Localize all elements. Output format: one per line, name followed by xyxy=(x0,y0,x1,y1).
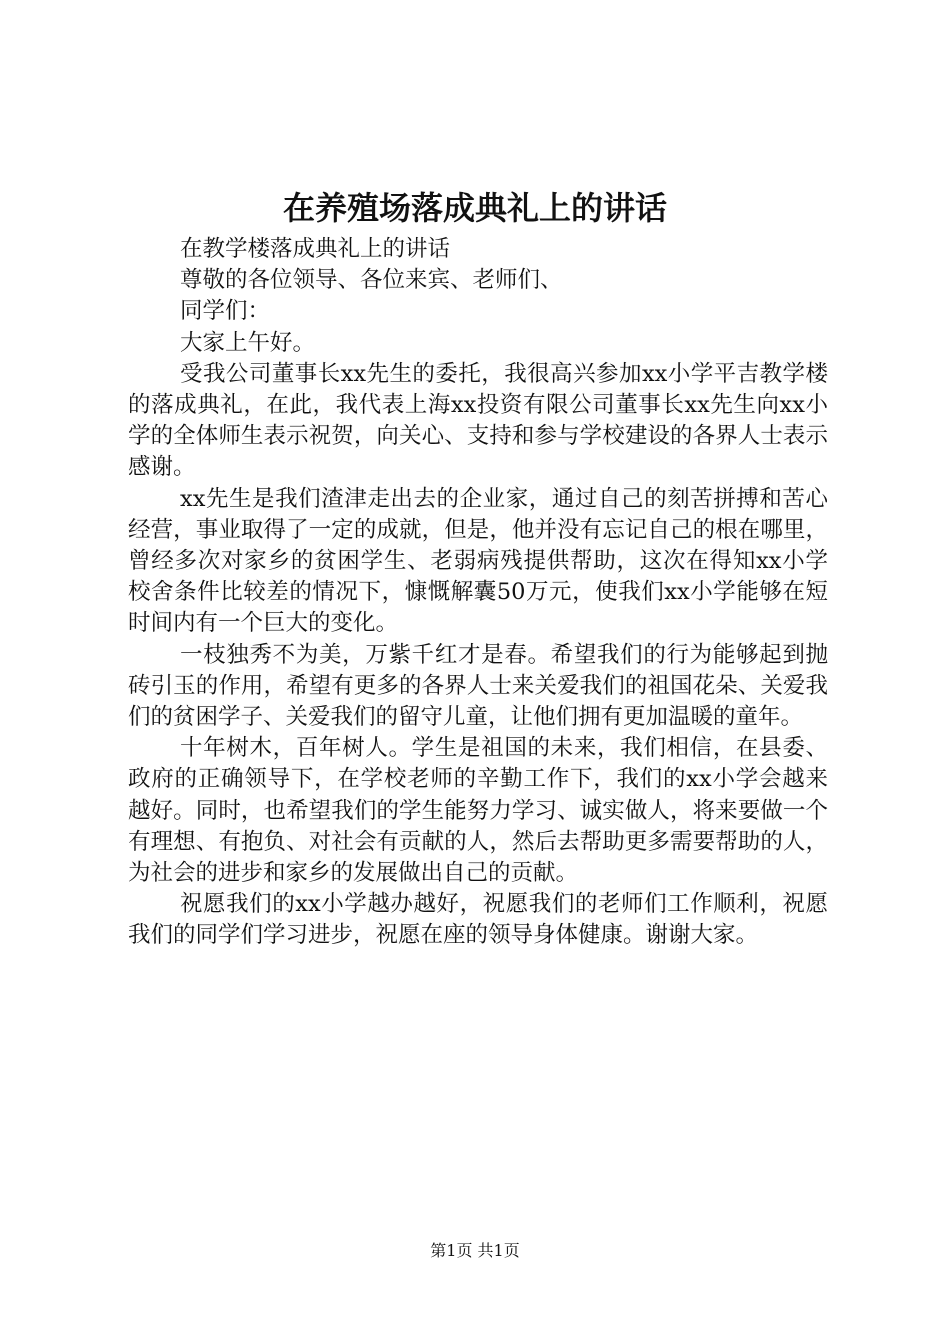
paragraph-body: 受我公司董事长xx先生的委托，我很高兴参加xx小学平吉教学楼的落成典礼，在此，我代表上海xx投资有限公司董事长xx先生向xx小学的全体师生表示祝贺，向关心、支持和参与学校建设的各界人士表示感谢。 xyxy=(128,360,828,481)
paragraph-subtitle: 在教学楼落成典礼上的讲话 xyxy=(180,236,451,262)
document-body xyxy=(128,234,828,952)
page-number-footer: 第1页 共1页 xyxy=(430,1241,520,1260)
paragraph-closing: 祝愿我们的xx小学越办越好，祝愿我们的老师们工作顺利，祝愿我们的同学们学习进步，祝愿在座的领导身体健康。谢谢大家。 xyxy=(128,891,828,949)
document-title: 在养殖场落成典礼上的讲话 xyxy=(282,189,667,227)
paragraph-body: 十年树木，百年树人。学生是祖国的未来，我们相信，在县委、政府的正确领导下，在学校老师的辛勤工作下，我们的xx小学会越来越好。同时，也希望我们的学生能努力学习、诚实做人，将来要做一个有理想、有抱负、对社会有贡献的人，然后去帮助更多需要帮助的人，为社会的进步和家乡的发展做出自己的贡献。 xyxy=(128,735,828,887)
paragraph-salutation-cont: 同学们： xyxy=(180,298,271,325)
paragraph-body: xx先生是我们渣津走出去的企业家，通过自己的刻苦拼搏和苦心经营，事业取得了一定的成就，但是，他并没有忘记自己的根在哪里，曾经多次对家乡的贫困学生、老弱病残提供帮助，这次在得知xx小学校舍条件比较差的情况下，慷慨解囊50万元，使我们xx小学能够在短时间内有一个巨大的变化。 xyxy=(128,485,828,637)
paragraph-salutation: 尊敬的各位领导、各位来宾、老师们、 xyxy=(180,267,563,294)
paragraph-greeting: 大家上午好。 xyxy=(180,329,316,356)
paragraph-body: 一枝独秀不为美，万紫千红才是春。希望我们的行为能够起到抛砖引玉的作用，希望有更多的各界人士来关爱我们的祖国花朵、关爱我们的贫困学子、关爱我们的留守儿童，让他们拥有更加温暖的童年。 xyxy=(128,641,828,731)
